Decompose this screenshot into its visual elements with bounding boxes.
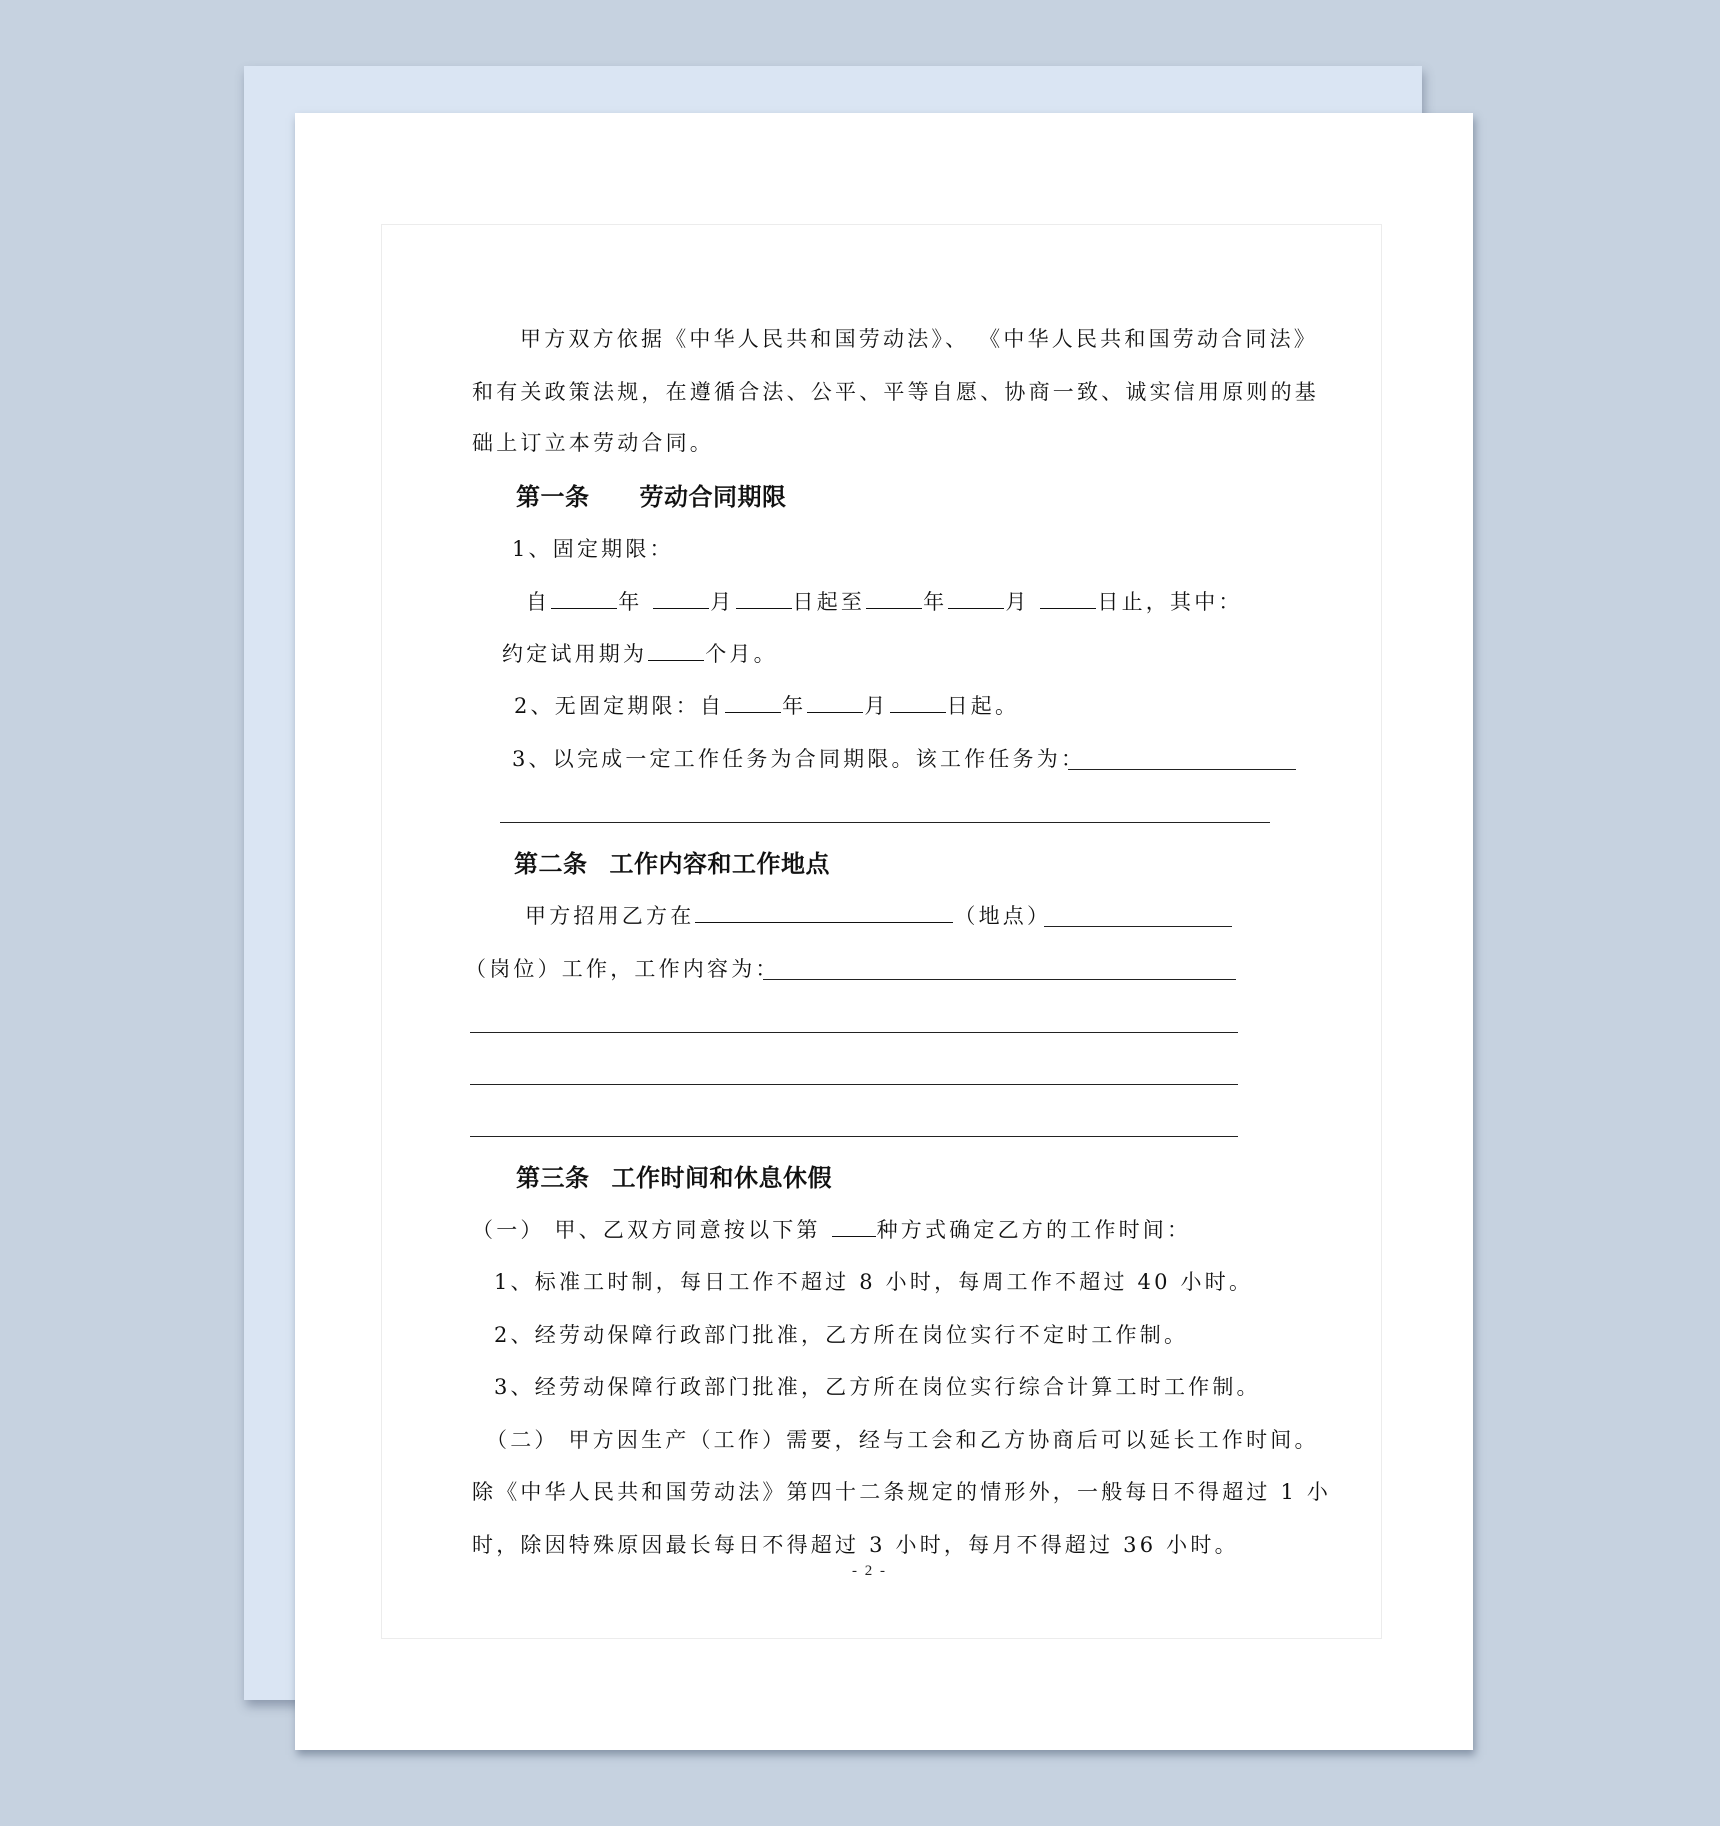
article-1-title: 劳动合同期限 bbox=[639, 483, 787, 511]
article-1-item-2: 2、无固定期限：自 年 月 日起。 bbox=[514, 694, 1020, 718]
article-3-option-2: 2、经劳动保障行政部门批准，乙方所在岗位实行不定时工作制。 bbox=[494, 1323, 1189, 1347]
article-3-option-3: 3、经劳动保障行政部门批准，乙方所在岗位实行综合计算工时工作制。 bbox=[494, 1375, 1261, 1399]
open-term-year-blank[interactable] bbox=[725, 692, 781, 713]
probation-months-blank[interactable] bbox=[648, 640, 704, 661]
start-month-blank[interactable] bbox=[653, 588, 709, 609]
article-1-number: 第一条 bbox=[516, 483, 590, 511]
article-2-location-line: 甲方招用乙方在 （地点） bbox=[525, 904, 1052, 928]
article-3-clause-2-line-3: 时，除因特殊原因最长每日不得超过 3 小时，每月不得超过 36 小时。 bbox=[472, 1533, 1239, 1557]
job-content-blank-line-4[interactable] bbox=[470, 1136, 1238, 1137]
article-3-option-1: 1、标准工时制，每日工作不超过 8 小时，每周工作不超过 40 小时。 bbox=[494, 1270, 1254, 1294]
preamble-line-2: 和有关政策法规，在遵循合法、公平、平等自愿、协商一致、诚实信用原则的基 bbox=[472, 380, 1319, 404]
task-description-blank-line-2[interactable] bbox=[500, 822, 1270, 823]
task-description-blank[interactable] bbox=[1068, 769, 1296, 770]
job-content-blank[interactable] bbox=[763, 979, 1236, 980]
open-term-month-blank[interactable] bbox=[807, 692, 863, 713]
work-hours-option-blank[interactable] bbox=[832, 1216, 876, 1237]
article-2-heading bbox=[514, 849, 830, 879]
article-3-heading bbox=[516, 1163, 832, 1193]
preamble-line-3: 础上订立本劳动合同。 bbox=[472, 431, 714, 455]
end-month-blank[interactable] bbox=[948, 588, 1004, 609]
article-1-probation: 约定试用期为 个月。 bbox=[502, 642, 778, 666]
page-number: - 2 - bbox=[852, 1563, 887, 1579]
article-3-clause-2-line-1: （二） 甲方因生产（工作）需要，经与工会和乙方协商后可以延长工作时间。 bbox=[486, 1428, 1319, 1452]
start-year-blank[interactable] bbox=[551, 588, 617, 609]
article-2-number: 第二条 bbox=[514, 850, 588, 878]
article-1-fixed-term-dates: 自 年 月 日起至 年 月 日止，其中： bbox=[526, 590, 1243, 614]
article-1-item-3: 3、以完成一定工作任务为合同期限。该工作任务为： bbox=[512, 747, 1086, 771]
job-content-blank-line-2[interactable] bbox=[470, 1032, 1238, 1033]
article-1-item-1-label: 1、固定期限： bbox=[512, 537, 674, 561]
open-term-day-blank[interactable] bbox=[890, 692, 946, 713]
work-location-blank[interactable] bbox=[695, 902, 953, 923]
article-3-clause-1: （一） 甲、乙双方同意按以下第 种方式确定乙方的工作时间： bbox=[472, 1218, 1192, 1242]
end-year-blank[interactable] bbox=[866, 588, 922, 609]
end-day-blank[interactable] bbox=[1040, 588, 1096, 609]
article-2-content-line: （岗位）工作，工作内容为： bbox=[465, 957, 780, 981]
article-2-title: 工作内容和工作地点 bbox=[609, 850, 830, 878]
article-3-clause-2-line-2: 除《中华人民共和国劳动法》第四十二条规定的情形外，一般每日不得超过 1 小 bbox=[472, 1480, 1332, 1504]
start-day-blank[interactable] bbox=[736, 588, 792, 609]
preamble-line-1: 甲方双方依据《中华人民共和国劳动法》、 《中华人民共和国劳动合同法》 bbox=[520, 327, 1318, 351]
article-3-title: 工作时间和休息休假 bbox=[611, 1164, 832, 1192]
job-position-blank[interactable] bbox=[1044, 926, 1232, 927]
article-3-number: 第三条 bbox=[516, 1164, 590, 1192]
job-content-blank-line-3[interactable] bbox=[470, 1084, 1238, 1085]
article-1-heading bbox=[516, 482, 787, 512]
